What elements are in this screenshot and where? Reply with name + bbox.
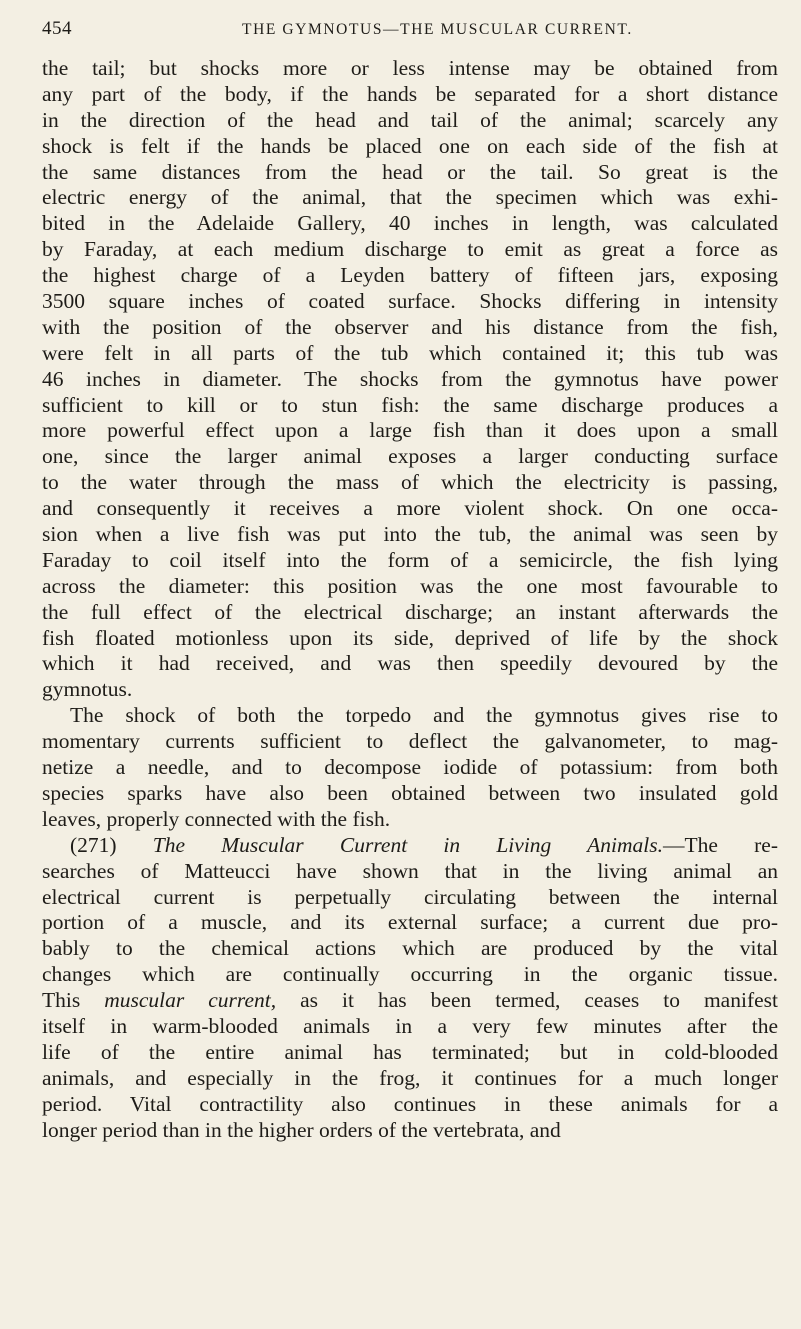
text-line: Faraday to coil itself into the form of a semicircle, the fish lying (42, 547, 778, 572)
text-line: to the water through the mass of which the electricity is passing, (42, 470, 778, 495)
text-line: were felt in all parts of the tub which contained it; this tub was (42, 340, 778, 365)
text-line: bably to the chemical actions which are produced by the vital (42, 936, 778, 961)
text-line: portion of a muscle, and its external surface; a current due pro- (42, 910, 778, 935)
text-line: which it had received, and was then speedily devoured by the (42, 651, 778, 676)
text-line: The shock of both the torpedo and the gymnotus gives rise to (70, 703, 778, 728)
text-line: netize a needle, and to decompose iodide of potassium: from both (42, 755, 778, 780)
text-run: This (42, 988, 105, 1013)
text-line: one, since the larger animal exposes a larger conducting surface (42, 444, 778, 469)
text-line: period. Vital contractility also continues in these animals for a (42, 1091, 778, 1116)
text-line (42, 988, 778, 1014)
text-line: in the direction of the head and tail of the animal; scarcely any (42, 107, 778, 132)
text-line: bited in the Adelaide Gallery, 40 inches in length, was calculated (42, 211, 778, 236)
text-line: with the position of the observer and his distance from the fish, (42, 314, 778, 339)
text-line: fish floated motionless upon its side, deprived of life by the shock (42, 625, 778, 650)
italic-run: The Muscular Current in Living Animals. (152, 832, 663, 857)
text-line: life of the entire animal has terminated; but in cold-blooded (42, 1039, 778, 1064)
text-run: —The re- (662, 832, 778, 857)
page-number: 454 (42, 18, 72, 39)
text-line: changes which are continually occurring in the organic tissue. (42, 962, 778, 987)
text-line: electrical current is perpetually circulating between the internal (42, 884, 778, 909)
text-line: any part of the body, if the hands be separated for a short distance (42, 81, 778, 106)
text-line: gymnotus. (42, 677, 133, 702)
text-line: the full effect of the electrical discharge; an instant afterwards the (42, 599, 778, 624)
text-line: electric energy of the animal, that the specimen which was exhi- (42, 185, 778, 210)
text-line: 3500 square inches of coated surface. Shocks differing in intensity (42, 289, 778, 314)
text-line: longer period than in the higher orders of the vertebrata, and (42, 1117, 561, 1142)
text-line: 46 inches in diameter. The shocks from the gymnotus have power (42, 366, 778, 391)
page-header (42, 18, 732, 48)
running-title: THE GYMNOTUS—THE MUSCULAR CURRENT. (242, 21, 633, 38)
text-line: more powerful effect upon a large fish than it does upon a small (42, 418, 778, 443)
body-text (42, 56, 778, 1143)
italic-run: muscular current, (104, 988, 277, 1013)
text-line: across the diameter: this position was the one most favourable to (42, 573, 778, 598)
text-line: itself in warm-blooded animals in a very few minutes after the (42, 1013, 778, 1038)
text-line: and consequently it receives a more violent shock. On one occa- (42, 496, 778, 521)
text-line: leaves, properly connected with the fish. (42, 806, 391, 831)
text-line: shock is felt if the hands be placed one on each side of the fish at (42, 133, 778, 158)
text-line: animals, and especially in the frog, it continues for a much longer (42, 1065, 778, 1090)
text-line: momentary currents sufficient to deflect the galvanometer, to mag- (42, 729, 778, 754)
text-line: searches of Matteucci have shown that in the living animal an (42, 858, 778, 883)
text-line: species sparks have also been obtained between two insulated gold (42, 780, 778, 805)
text-line: the highest charge of a Leyden battery of fifteen jars, exposing (42, 263, 778, 288)
text-run: (271) (70, 832, 153, 857)
text-run: as it has been termed, ceases to manifest (276, 988, 778, 1013)
text-line: the same distances from the head or the tail. So great is the (42, 159, 778, 184)
text-line (42, 833, 778, 859)
text-line: by Faraday, at each medium discharge to emit as great a force as (42, 237, 778, 262)
text-line: the tail; but shocks more or less intense may be obtained from (42, 56, 778, 80)
text-line: sufficient to kill or to stun fish: the same discharge produces a (42, 392, 778, 417)
text-line: sion when a live fish was put into the tub, the animal was seen by (42, 522, 778, 547)
